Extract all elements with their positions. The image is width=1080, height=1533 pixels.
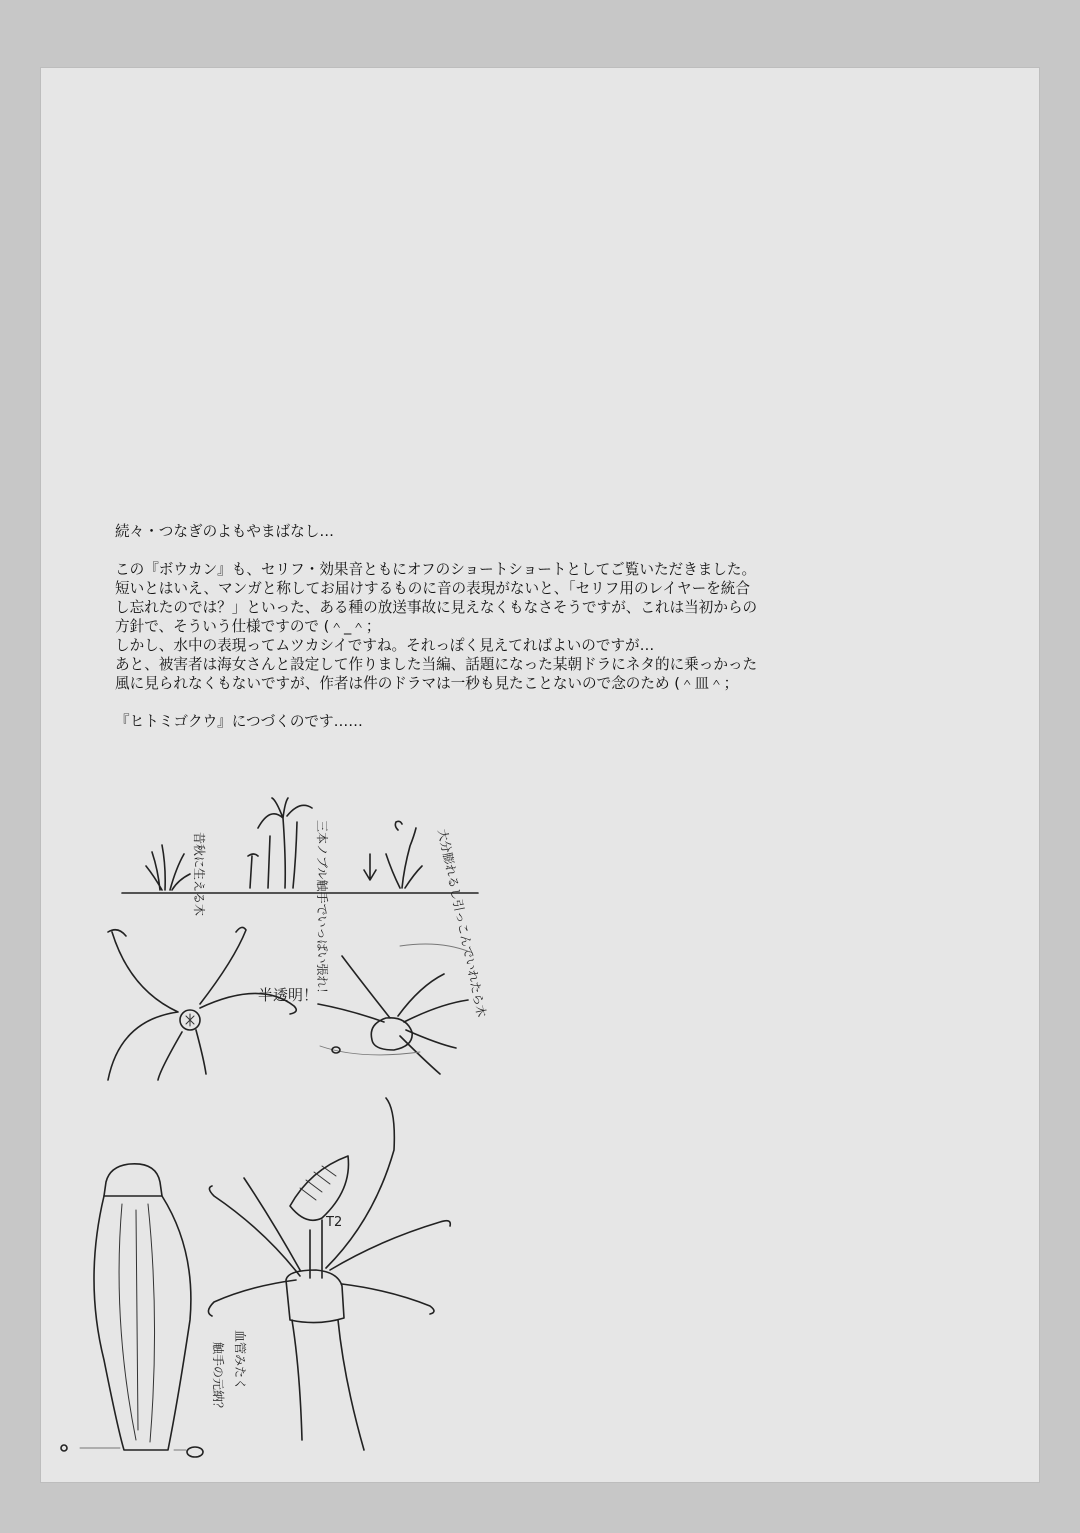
sketch-note: 血管みたく <box>233 1330 247 1391</box>
sketch-note: 半透明！ <box>258 986 319 1004</box>
sketch-note: T2 <box>326 1215 343 1230</box>
growth-stage-sketches <box>122 798 478 893</box>
vase-creature-sketch <box>61 1164 203 1457</box>
sketch-note: 昔秋に生える木 <box>192 832 206 917</box>
afterword-line: しかし、水中の表現ってムツカシイですね。それっぽく見えてればよいのですが… <box>115 637 655 654</box>
sketch-note: 大分膨れるし引っこんでいれたら木 <box>435 827 489 1019</box>
sketch-note: 触手の元納？ <box>211 1342 225 1415</box>
afterword-line: 風に見られなくもないですが、作者は件のドラマは一秒も見たことないので念のため (＾皿＾； <box>115 675 739 692</box>
afterword-line: この『ボウカン』も、セリフ・効果音ともにオフのショートショートとしてご覧いただきました。 <box>115 561 757 578</box>
tentacled-creature-sketch <box>208 1098 450 1450</box>
sketch-note: 三本ノブル触手でいっぱい張れ！ <box>315 820 329 1000</box>
afterword-heading: 続々・つなぎのよもやまばなし… <box>115 523 334 540</box>
seabed-creature-sketch <box>318 944 470 1074</box>
afterword-line: あと、被害者は海女さんと設定して作りました当編、話題になった某朝ドラにネタ的に乗っかった <box>115 656 758 673</box>
afterword-line: 方針で、そういう仕様ですので (＾_＾； <box>115 618 381 635</box>
afterword-line: し忘れたのでは？」といった、ある種の放送事故に見えなくもなさそうですが、これは当初からの <box>115 599 758 616</box>
afterword-line: 短いとはいえ、マンガと称してお届けするものに音の表現がないと、「セリフ用のレイヤーを統合 <box>115 580 750 597</box>
afterword-closing: 『ヒトミゴクウ』につづくのです…… <box>115 713 363 730</box>
